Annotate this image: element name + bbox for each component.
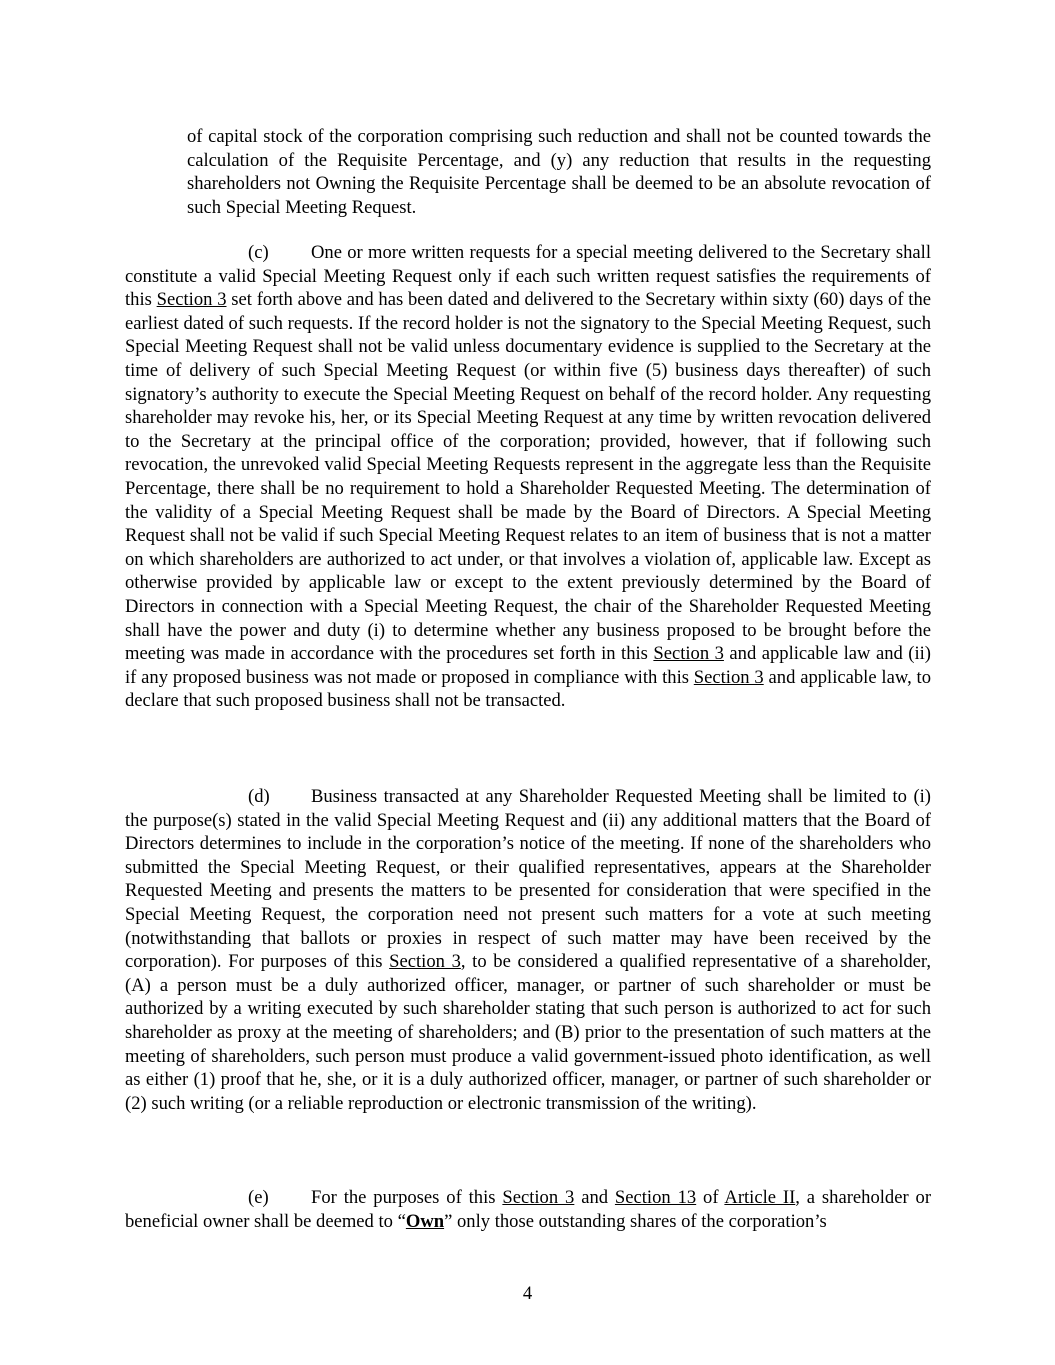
paragraph-e-text-2: and [574,1187,615,1208]
paragraph-e-text-4: , a shareholder or beneficial owner shall be deemed to “ [125,1187,932,1232]
paragraph-c-label: (c) [248,242,269,263]
paragraph-e [125,1186,931,1233]
paragraph-c-text-3: and applicable law and (ii) if any proposed business was not made or proposed in compliance with this [125,643,931,688]
article-ii-reference: Article II [724,1187,796,1208]
paragraph-e-text-5: ” only those outstanding shares of the corporation’s [444,1210,827,1232]
paragraph-b-continuation [187,125,931,219]
defined-term-own: Own [405,1210,445,1232]
paragraph-b-text: of capital stock of the corporation comprising such reduction and shall not be counted towards the calculation of the Requisite Percentage, and (y) any reduction that results in the requesting shareholders not Owning the Requisite Percentage shall be deemed to be an absolute revocation of such Special Meeting Request. [187,126,931,218]
section-13-reference: Section 13 [614,1187,697,1208]
paragraph-d-text-1: Business transacted at any Shareholder Requested Meeting shall be limited to (i) the purpose(s) stated in the valid Special Meeting Request and (ii) any additional matters that the Board of Directors determines to include in the corporation’s notice of the meeting. If none of the shareholders who submitted the Special Meeting Request, or their qualified representatives, appears at the Shareholder Requested Meeting and presents the matters to be presented for consideration that were specified in the Special Meeting Request, the corporation need not present such matters for a vote at such meeting (notwithstanding that ballots or proxies in respect of such matter may have been received by the corporation). For purposes of this [125,786,931,973]
paragraph-c-text-4: and applicable law, to declare that such proposed business shall not be transacted. [125,666,932,712]
section-3-reference: Section 3 [502,1187,575,1208]
paragraph-c-text-2: set forth above and has been dated and delivered to the Secretary within sixty (60) days of the earliest dated of such requests. If the record holder is not the signatory to the Special Meeting Request, such Special Meeting Request shall not be valid unless documentary evidence is supplied to the Secretary at the time of delivery of such Special Meeting Request (or within five (5) business days thereafter) of such signatory’s authority to execute the Special Meeting Request on behalf of the record holder. Any requesting shareholder may revoke his, her, or its Special Meeting Request at any time by written revocation delivered to the Secretary at the principal office of the corporation; provided, however, that if following such revocation, the unrevoked valid Special Meeting Requests represent in the aggregate less than the Requisite Percentage, there shall be no requirement to hold a Shareholder Requested Meeting. The determination of the validity of a Special Meeting Request shall be made by the Board of Directors. A Special Meeting Request shall not be valid if such Special Meeting Request relates to an item of business that is not a matter on which shareholders are authorized to act under, or that involves a violation of, applicable law. Except as otherwise provided by applicable law or except to the extent previously determined by the Board of Directors in connection with a Special Meeting Request, the chair of the Shareholder Requested Meeting shall have the power and duty (i) to determine whether any business proposed to be brought before the meeting was made in accordance with the procedures set forth in this [125,289,931,665]
paragraph-d [125,785,931,1115]
paragraph-d-label: (d) [248,786,270,807]
section-3-reference: Section 3 [693,666,764,688]
page-number: 4 [522,1283,533,1304]
section-3-reference: Section 3 [653,643,724,665]
paragraph-c [125,241,931,713]
paragraph-e-text-1: For the purposes of this [311,1187,503,1208]
paragraph-e-label: (e) [248,1187,269,1208]
section-3-reference: Section 3 [389,951,461,973]
section-3-reference: Section 3 [156,289,227,311]
paragraph-d-text-2: , to be considered a qualified representative of a shareholder, (A) a person must be a duly authorized officer, manager, or partner of such shareholder or must be authorized by a writing executed by such shareholder stating that such person is authorized to act for such shareholder as proxy at the meeting of shareholders; and (B) prior to the presentation of such matters at the meeting of shareholders, such person must produce a valid government-issued photo identification, as well as either (1) proof that he, she, or it is a duly authorized officer, manager, or partner of such shareholder or (2) such writing (or a reliable reproduction or electronic transmission of the writing). [125,951,932,1114]
paragraph-e-text-3: of [696,1187,725,1208]
paragraph-c-text-1: One or more written requests for a special meeting delivered to the Secretary shall constitute a valid Special Meeting Request only if each such written request satisfies the requirements of this [125,242,931,311]
